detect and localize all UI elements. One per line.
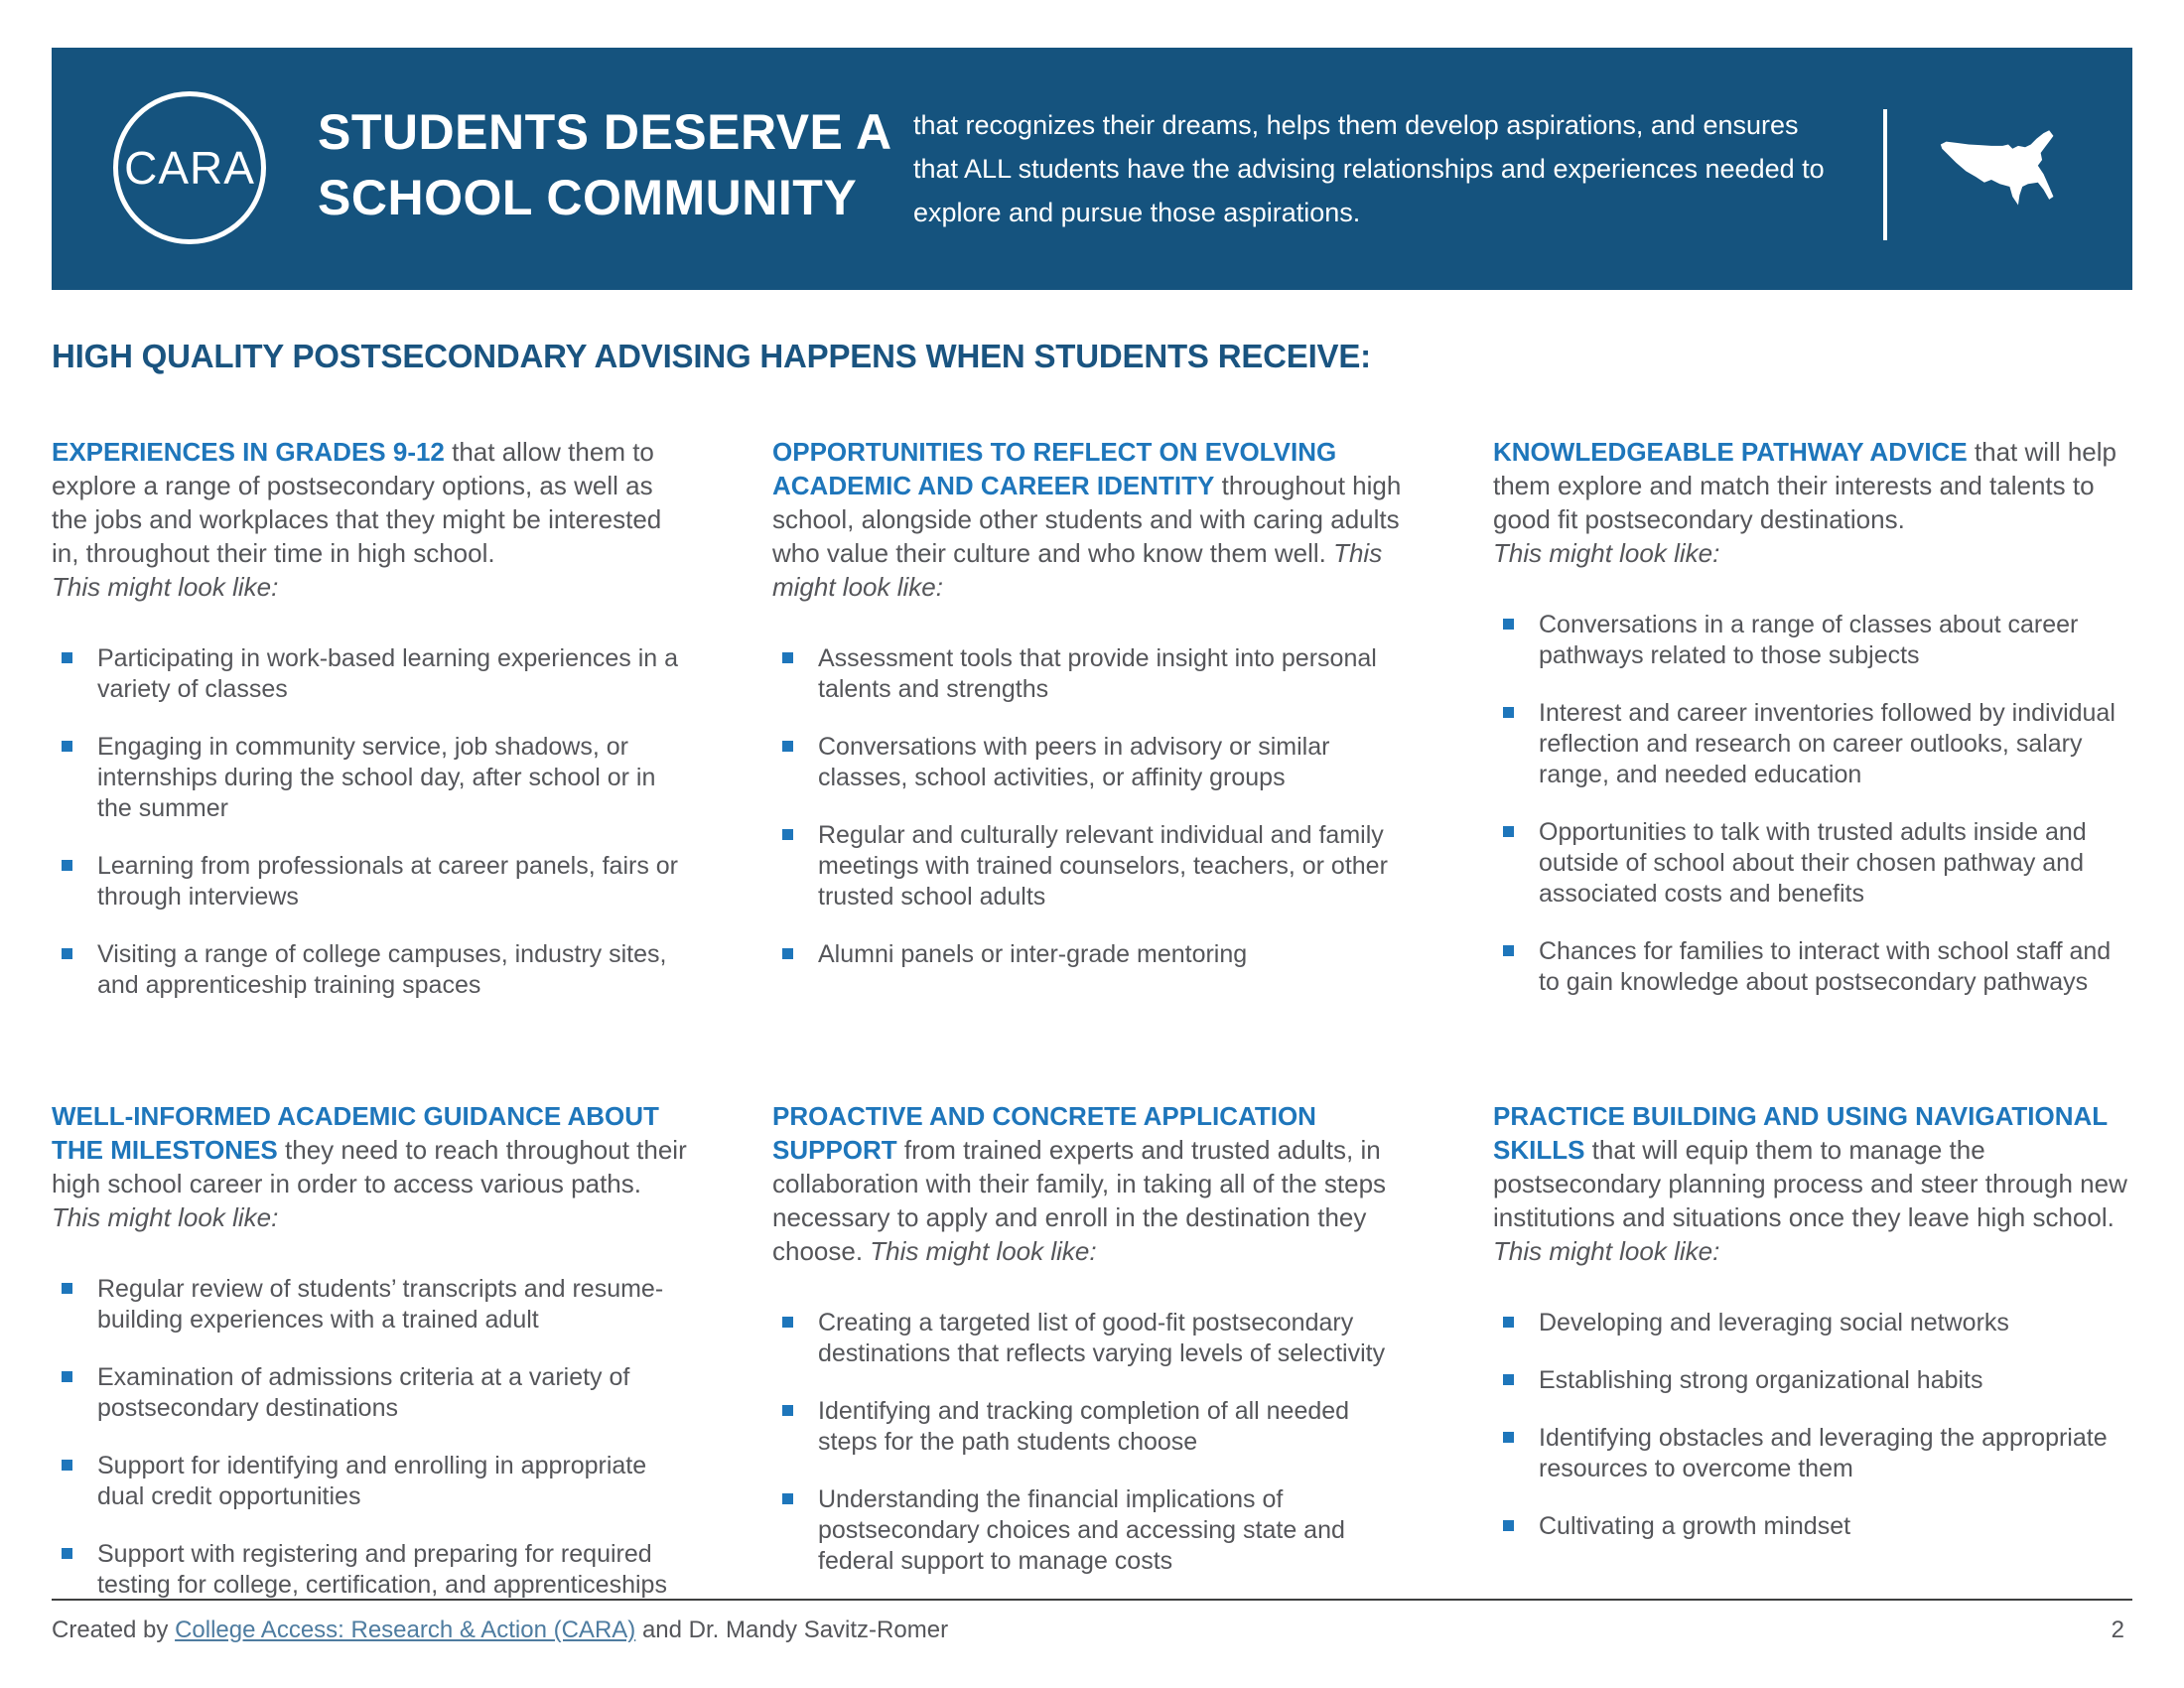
list-item xyxy=(772,1308,1412,1369)
bullet-text: Cultivating a growth mindset xyxy=(1539,1512,1851,1540)
bullet-square-icon xyxy=(1503,826,1514,837)
section-lead: KNOWLEDGEABLE PATHWAY ADVICE xyxy=(1493,437,1968,467)
header-title-line2: SCHOOL COMMUNITY xyxy=(318,170,858,225)
list-item xyxy=(52,851,691,913)
section-cta: This might look like: xyxy=(52,1202,279,1232)
bullet-text: Assessment tools that provide insight into personal talents and strengths xyxy=(818,644,1377,703)
bullet-square-icon xyxy=(782,1405,793,1416)
bullet-text: Regular and culturally relevant individual and family meetings with trained counselors, teachers, or other trusted school adults xyxy=(818,821,1388,911)
bullet-square-icon xyxy=(782,1317,793,1328)
bullet-square-icon xyxy=(62,1283,72,1294)
bullet-square-icon xyxy=(62,1371,72,1382)
bullet-text: Alumni panels or inter-grade mentoring xyxy=(818,940,1248,968)
bullet-square-icon xyxy=(62,860,72,871)
section-lead: EXPERIENCES IN GRADES 9-12 xyxy=(52,437,445,467)
section-cta: This might look like: xyxy=(870,1236,1097,1266)
list-item xyxy=(772,1396,1412,1458)
section-experiences-grades-9-12 xyxy=(52,435,691,1028)
section-intro xyxy=(52,435,691,604)
list-item xyxy=(772,939,1412,970)
section-intro xyxy=(772,1099,1412,1268)
list-item xyxy=(1493,1365,2132,1396)
list-item xyxy=(52,1539,691,1601)
bullet-square-icon xyxy=(1503,1520,1514,1531)
section-knowledgeable-pathway-advice xyxy=(1493,435,2132,1028)
list-item xyxy=(1493,1308,2132,1338)
bullet-text: Creating a targeted list of good-fit postsecondary destinations that reflects varying levels of selectivity xyxy=(818,1309,1386,1367)
list-item xyxy=(52,1362,691,1424)
bullet-square-icon xyxy=(62,1460,72,1471)
section-body: they need to reach throughout their high school career in order to access various paths. xyxy=(52,1135,687,1198)
bullet-text: Visiting a range of college campuses, industry sites, and apprenticeship training spaces xyxy=(97,940,667,999)
footer-divider xyxy=(52,1599,2132,1601)
header-title-line1: STUDENTS DESERVE A xyxy=(318,104,892,160)
section-lead: PRACTICE BUILDING AND USING NAVIGATIONAL SKILLS xyxy=(1493,1101,2108,1165)
page-number: 2 xyxy=(2111,1617,2124,1643)
section-cta: This might look like: xyxy=(772,538,1383,602)
bullet-square-icon xyxy=(1503,1374,1514,1385)
bullet-text: Conversations in a range of classes about career pathways related to those subjects xyxy=(1539,611,2079,669)
bullet-text: Support for identifying and enrolling in appropriate dual credit opportunities xyxy=(97,1452,647,1510)
bullet-square-icon xyxy=(782,829,793,840)
bullet-list xyxy=(772,643,1412,970)
main-heading: HIGH QUALITY POSTSECONDARY ADVISING HAPPENS WHEN STUDENTS RECEIVE: xyxy=(52,338,1371,374)
bullet-square-icon xyxy=(782,652,793,663)
list-item xyxy=(1493,817,2132,910)
section-body: that will equip them to manage the postsecondary planning process and steer through new institutions and situations once they leave high school. xyxy=(1493,1135,2127,1232)
cara-logo-text: CARA xyxy=(124,142,255,194)
bullet-text: Examination of admissions criteria at a variety of postsecondary destinations xyxy=(97,1363,630,1422)
list-item xyxy=(772,1484,1412,1577)
list-item xyxy=(1493,1511,2132,1542)
header-title xyxy=(318,99,892,230)
list-item xyxy=(1493,1423,2132,1484)
list-item xyxy=(772,820,1412,913)
section-lead: OPPORTUNITIES TO REFLECT ON EVOLVING ACADEMIC AND CAREER IDENTITY xyxy=(772,437,1337,500)
header-band xyxy=(52,48,2132,290)
bullet-square-icon xyxy=(1503,945,1514,956)
vertical-divider xyxy=(1883,109,1887,240)
section-cta: This might look like: xyxy=(52,572,279,602)
bullet-text: Developing and leveraging social networks xyxy=(1539,1309,2009,1336)
bullet-square-icon xyxy=(1503,707,1514,718)
list-item xyxy=(1493,698,2132,790)
section-body: from trained experts and trusted adults, in collaboration with their family, in taking all of the steps necessary to apply and enroll in the destination they choose. xyxy=(772,1135,1387,1266)
list-item xyxy=(52,1274,691,1336)
section-intro xyxy=(772,435,1412,604)
list-item xyxy=(772,643,1412,705)
section-navigational-skills xyxy=(1493,1099,2132,1627)
section-intro xyxy=(1493,435,2132,570)
bullet-list xyxy=(52,1274,691,1601)
sections-grid xyxy=(52,435,2132,1627)
bullet-text: Identifying obstacles and leveraging the appropriate resources to overcome them xyxy=(1539,1424,2108,1482)
section-lead: PROACTIVE AND CONCRETE APPLICATION SUPPORT xyxy=(772,1101,1316,1165)
usa-map-icon xyxy=(1938,125,2079,214)
bullet-text: Participating in work-based learning experiences in a variety of classes xyxy=(97,644,679,703)
bullet-text: Opportunities to talk with trusted adults inside and outside of school about their chosen pathway and associated costs and benefits xyxy=(1539,818,2087,908)
bullet-text: Understanding the financial implications of postsecondary choices and accessing state and federal support to manage costs xyxy=(818,1485,1345,1575)
section-body: throughout high school, alongside other students and with caring adults who value their culture and who know them well. xyxy=(772,471,1402,568)
section-cta: This might look like: xyxy=(1493,1236,1720,1266)
bullet-text: Interest and career inventories followed by individual reflection and research on career outlooks, salary range, and needed education xyxy=(1539,699,2116,788)
section-cta: This might look like: xyxy=(1493,538,1720,568)
bullet-text: Conversations with peers in advisory or similar classes, school activities, or affinity groups xyxy=(818,733,1330,791)
header-description: that recognizes their dreams, helps them develop aspirations, and ensures that ALL students have the advising relationships and experiences needed to explore and pursue those aspirations. xyxy=(913,110,1825,227)
bullet-text: Identifying and tracking completion of all needed steps for the path students choose xyxy=(818,1397,1350,1456)
footer-credit-suffix: and Dr. Mandy Savitz-Romer xyxy=(635,1617,949,1643)
bullet-list xyxy=(52,643,691,1001)
cara-logo xyxy=(113,91,266,244)
section-proactive-application-support xyxy=(772,1099,1412,1627)
list-item xyxy=(52,1451,691,1512)
bullet-text: Engaging in community service, job shadows, or internships during the school day, after school or in the summer xyxy=(97,733,656,822)
bullet-square-icon xyxy=(782,1493,793,1504)
bullet-square-icon xyxy=(62,948,72,959)
section-body: that will help them explore and match their interests and talents to good fit postsecondary destinations. xyxy=(1493,437,2116,534)
footer-credit xyxy=(52,1617,948,1644)
list-item xyxy=(1493,936,2132,998)
bullet-square-icon xyxy=(62,741,72,752)
cara-link[interactable]: College Access: Research & Action (CARA) xyxy=(175,1617,636,1643)
bullet-list xyxy=(1493,1308,2132,1542)
bullet-text: Establishing strong organizational habits xyxy=(1539,1366,1983,1394)
bullet-square-icon xyxy=(782,741,793,752)
section-opportunities-to-reflect xyxy=(772,435,1412,1028)
section-well-informed-academic-guidance xyxy=(52,1099,691,1627)
bullet-list xyxy=(1493,610,2132,998)
bullet-square-icon xyxy=(62,1548,72,1559)
section-intro xyxy=(52,1099,691,1234)
bullet-list xyxy=(772,1308,1412,1577)
bullet-text: Chances for families to interact with school staff and to gain knowledge about postsecondary pathways xyxy=(1539,937,2112,996)
bullet-square-icon xyxy=(62,652,72,663)
list-item xyxy=(52,643,691,705)
list-item xyxy=(52,732,691,824)
section-lead: WELL-INFORMED ACADEMIC GUIDANCE ABOUT THE MILESTONES xyxy=(52,1101,659,1165)
list-item xyxy=(1493,610,2132,671)
list-item xyxy=(52,939,691,1001)
bullet-text: Regular review of students’ transcripts and resume-building experiences with a trained adult xyxy=(97,1275,664,1334)
section-body: that allow them to explore a range of postsecondary options, as well as the jobs and workplaces that they might be interested in, throughout their time in high school. xyxy=(52,437,662,568)
bullet-text: Support with registering and preparing for required testing for college, certification, and apprenticeships xyxy=(97,1540,667,1599)
list-item xyxy=(772,732,1412,793)
bullet-square-icon xyxy=(1503,619,1514,630)
bullet-text: Learning from professionals at career panels, fairs or through interviews xyxy=(97,852,679,911)
bullet-square-icon xyxy=(782,948,793,959)
section-intro xyxy=(1493,1099,2132,1268)
footer-credit-prefix: Created by xyxy=(52,1617,176,1643)
bullet-square-icon xyxy=(1503,1317,1514,1328)
bullet-square-icon xyxy=(1503,1432,1514,1443)
